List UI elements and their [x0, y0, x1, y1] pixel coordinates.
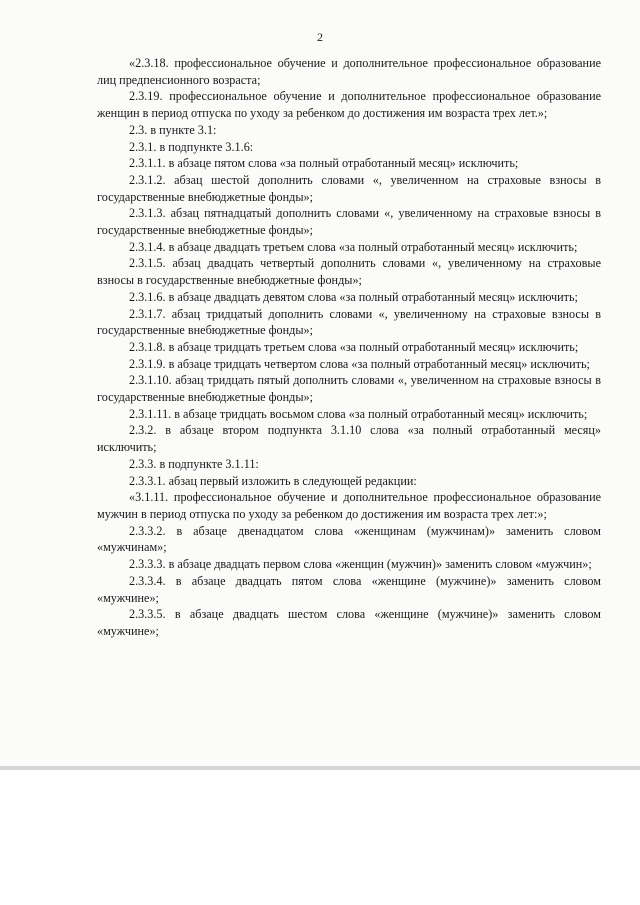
paragraph-2-3-1-7: 2.3.1.7. абзац тридцатый дополнить словами «, увеличенному на страховые взносы в государственные внебюджетные фонды»; — [97, 306, 601, 338]
paragraph-2-3-3-2: 2.3.3.2. в абзаце двенадцатом слова «женщинам (мужчинам)» заменить словом «мужчинам»; — [97, 523, 601, 555]
scan-bottom-edge — [0, 766, 640, 770]
paragraph-2-3-3-3: 2.3.3.3. в абзаце двадцать первом слова «женщин (мужчин)» заменить словом «мужчин»; — [129, 557, 592, 572]
paragraph-2-3-1-8: 2.3.1.8. в абзаце тридцать третьем слова «за полный отработанный месяц» исключить; — [129, 339, 579, 354]
paragraph-2-3: 2.3. в пункте 3.1: — [129, 122, 217, 137]
paragraph-2-3-1-2: 2.3.1.2. абзац шестой дополнить словами «, увеличенном на страховые взносы в государственные внебюджетные фонды»; — [97, 172, 601, 204]
paragraph-2-3-3-1: 2.3.3.1. абзац первый изложить в следующей редакции: — [129, 473, 417, 488]
paragraph-3-1-11-quote: «3.1.11. профессиональное обучение и дополнительное профессиональное образование мужчин в период отпуска по уходу за ребенком до достижения им возраста трех лет:»; — [97, 490, 601, 521]
paragraph-2-3-3-4: 2.3.3.4. в абзаце двадцать пятом слова «женщине (мужчине)» заменить словом «мужчине»; — [97, 573, 601, 605]
paragraph-2-3-3: 2.3.3. в подпункте 3.1.11: — [129, 456, 259, 471]
paragraph-2-3-1-10: 2.3.1.10. абзац тридцать пятый дополнить словами «, увеличенном на страховые взносы в государственные внебюджетные фонды»; — [97, 373, 601, 405]
paragraph-2-3-19: 2.3.19. профессиональное обучение и дополнительное профессиональное образование женщин в период отпуска по уходу за ребенком до достижения им возраста трех лет.»; — [97, 89, 601, 121]
paragraph-2-3-1-1: 2.3.1.1. в абзаце пятом слова «за полный отработанный месяц» исключить; — [129, 156, 519, 171]
document-body — [97, 55, 601, 640]
paragraph-2-3-1-11: 2.3.1.11. в абзаце тридцать восьмом слова «за полный отработанный месяц» исключить; — [129, 406, 588, 421]
paragraph-2-3-2: 2.3.2. в абзаце втором подпункта 3.1.10 слова «за полный отработанный месяц» исключить; — [97, 423, 601, 455]
paragraph-2-3-1-6: 2.3.1.6. в абзаце двадцать девятом слова «за полный отработанный месяц» исключить; — [129, 289, 578, 304]
paragraph-2-3-1-4: 2.3.1.4. в абзаце двадцать третьем слова «за полный отработанный месяц» исключить; — [129, 239, 578, 254]
page-number: 2 — [317, 30, 323, 44]
paragraph-2-3-3-5: 2.3.3.5. в абзаце двадцать шестом слова «женщине (мужчине)» заменить словом «мужчине»; — [97, 607, 601, 638]
paragraph-2-3-18: «2.3.18. профессиональное обучение и дополнительное профессиональное образование лиц предпенсионного возраста; — [97, 56, 601, 87]
paragraph-2-3-1-9: 2.3.1.9. в абзаце тридцать четвертом слова «за полный отработанный месяц» исключить; — [129, 356, 590, 371]
paragraph-2-3-1-5: 2.3.1.5. абзац двадцать четвертый дополнить словами «, увеличенному на страховые взносы в государственные внебюджетные фонды»; — [97, 256, 601, 288]
paragraph-2-3-1-3: 2.3.1.3. абзац пятнадцатый дополнить словами «, увеличенному на страховые взносы в государственные внебюджетные фонды»; — [97, 206, 601, 238]
paragraph-2-3-1: 2.3.1. в подпункте 3.1.6: — [129, 139, 254, 154]
